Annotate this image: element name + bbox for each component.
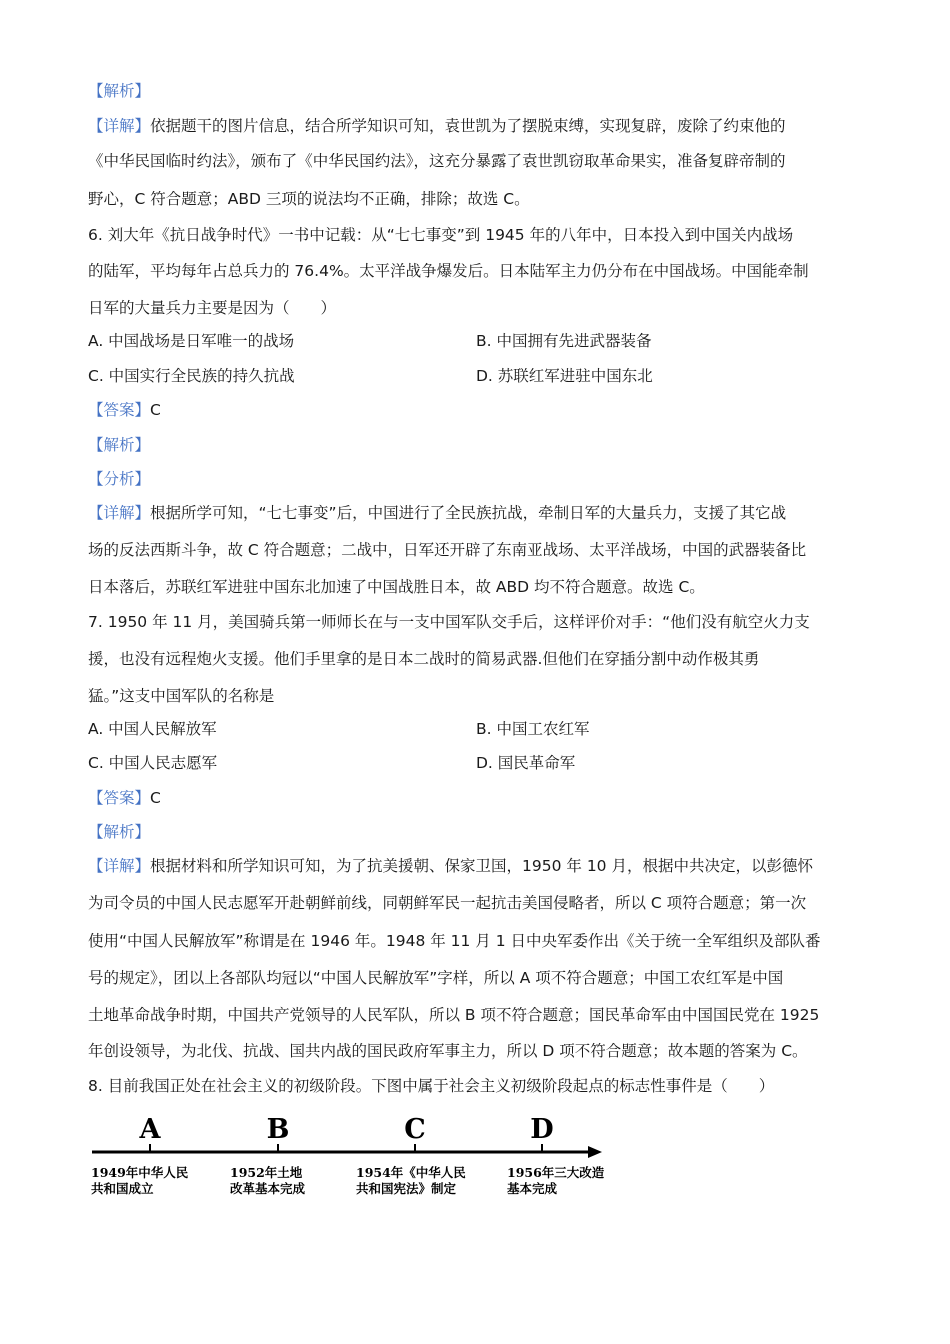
q7-answer-tag: 【答案】 (88, 789, 151, 807)
q6-option-c: C. 中国实行全民族的持久抗战 (88, 367, 295, 385)
q5-detail-line-1: 【详解】依据题干的图片信息，结合所学知识可知，袁世凯为了摆脱束缚，实现复辟，废除了约束他的 (88, 117, 786, 135)
timeline-label-d-line2: 基本完成 (507, 1181, 558, 1196)
timeline-label-d-line1: 1956年三大改造 (507, 1165, 605, 1180)
q5-analysis-tag: 【解析】 (88, 82, 151, 100)
q7-detail-line-3: 使用“中国人民解放军”称谓是在 1946 年。1948 年 11 月 1 日中央军委作出《关于统一全军组织及部队番 (88, 932, 821, 950)
q6-option-a: A. 中国战场是日军唯一的战场 (88, 332, 295, 350)
q7-detail-line-4: 号的规定》，团以上各部队均冠以“中国人民解放军”字样，所以 A 项不符合题意；中国工农红军是中国 (88, 969, 784, 987)
q5-detail-tag: 【详解】 (88, 117, 151, 135)
q7-option-c: C. 中国人民志愿军 (88, 754, 218, 772)
q6-stem-line-1: 6. 刘大年《抗日战争时代》一书中记载：从“七七事变”到 1945 年的八年中，日本投入到中国关内战场 (88, 226, 794, 244)
q6-fenxi-tag: 【分析】 (88, 470, 151, 488)
q6-detail-tag: 【详解】 (88, 504, 151, 522)
q6-detail-line-3: 日本落后，苏联红军进驻中国东北加速了中国战胜日本，故 ABD 均不符合题意。故选 C。 (88, 578, 705, 596)
q7-answer (88, 788, 161, 808)
q7-stem-line-2: 援，也没有远程炮火支援。他们手里拿的是日本二战时的简易武器.但他们在穿插分割中动作极其勇 (88, 650, 760, 668)
q6-detail-line-1: 【详解】根据所学可知，“七七事变”后，中国进行了全民族抗战，牵制日军的大量兵力，支援了其它战 (88, 504, 787, 522)
timeline-label-c-line1: 1954年《中华人民 (356, 1165, 466, 1180)
q7-stem-line-3: 猛。”这支中国军队的名称是 (88, 687, 275, 705)
q5-detail-line-2: 《中华民国临时约法》，颁布了《中华民国约法》，这充分暴露了袁世凯窃取革命果实，准备复辟帝制的 (88, 152, 786, 170)
timeline-letter-b: B (266, 1114, 290, 1145)
q6-detail-line-2: 场的反法西斯斗争，故 C 符合题意；二战中，日军还开辟了东南亚战场、太平洋战场，中国的武器装备比 (88, 541, 807, 559)
timeline-letter-c: C (404, 1114, 426, 1145)
q7-detail-tag: 【详解】 (88, 857, 151, 875)
q7-option-a: A. 中国人民解放军 (88, 720, 217, 738)
timeline-label-b-line2: 改革基本完成 (230, 1181, 306, 1196)
q7-detail-line-1: 【详解】根据材料和所学知识可知，为了抗美援朝、保家卫国，1950 年 10 月，根据中共决定，以彭德怀 (88, 857, 813, 875)
q7-option-b: B. 中国工农红军 (476, 720, 590, 738)
q7-answer-value: C (150, 789, 161, 807)
timeline-letter-a: A (139, 1114, 161, 1145)
q8-stem: 8. 目前我国正处在社会主义的初级阶段。下图中属于社会主义初级阶段起点的标志性事件是（ ） (88, 1077, 775, 1095)
q6-stem-line-2: 的陆军，平均每年占总兵力的 76.4%。太平洋战争爆发后。日本陆军主力仍分布在中国战场。中国能牵制 (88, 262, 809, 280)
q6-analysis-tag: 【解析】 (88, 436, 151, 454)
q5-detail-line-3: 野心，C 符合题意；ABD 三项的说法均不正确，排除；故选 C。 (88, 190, 530, 208)
q7-stem-line-1: 7. 1950 年 11 月，美国骑兵第一师师长在与一支中国军队交手后，这样评价对手：“他们没有航空火力支 (88, 613, 810, 631)
q7-detail-line-5: 土地革命战争时期，中国共产党领导的人民军队，所以 B 项不符合题意；国民革命军由中国国民党在 1925 (88, 1006, 820, 1024)
q7-detail-line-6: 年创设领导，为北伐、抗战、国共内战的国民政府军事主力，所以 D 项不符合题意；故本题的答案为 C。 (88, 1042, 808, 1060)
timeline-label-c-line2: 共和国宪法》制定 (356, 1181, 457, 1196)
q7-analysis-tag: 【解析】 (88, 823, 151, 841)
timeline-label-a-line2: 共和国成立 (91, 1181, 154, 1196)
q6-option-b: B. 中国拥有先进武器装备 (476, 332, 652, 350)
timeline-label-a-line1: 1949年中华人民 (91, 1165, 189, 1180)
q7-detail-line-2: 为司令员的中国人民志愿军开赴朝鲜前线，同朝鲜军民一起抗击美国侵略者，所以 C 项符合题意；第一次 (88, 894, 807, 912)
timeline-arrowhead (588, 1146, 602, 1158)
timeline-label-b-line1: 1952年土地 (230, 1165, 303, 1180)
q6-option-d: D. 苏联红军进驻中国东北 (476, 367, 653, 385)
q6-answer-value: C (150, 401, 161, 419)
timeline-letter-d: D (530, 1114, 554, 1145)
q6-answer-tag: 【答案】 (88, 401, 151, 419)
q6-stem-line-3: 日军的大量兵力主要是因为（ ） (88, 299, 337, 317)
q6-answer (88, 400, 161, 420)
q8-timeline-figure (82, 1108, 642, 1208)
q7-option-d: D. 国民革命军 (476, 754, 576, 772)
